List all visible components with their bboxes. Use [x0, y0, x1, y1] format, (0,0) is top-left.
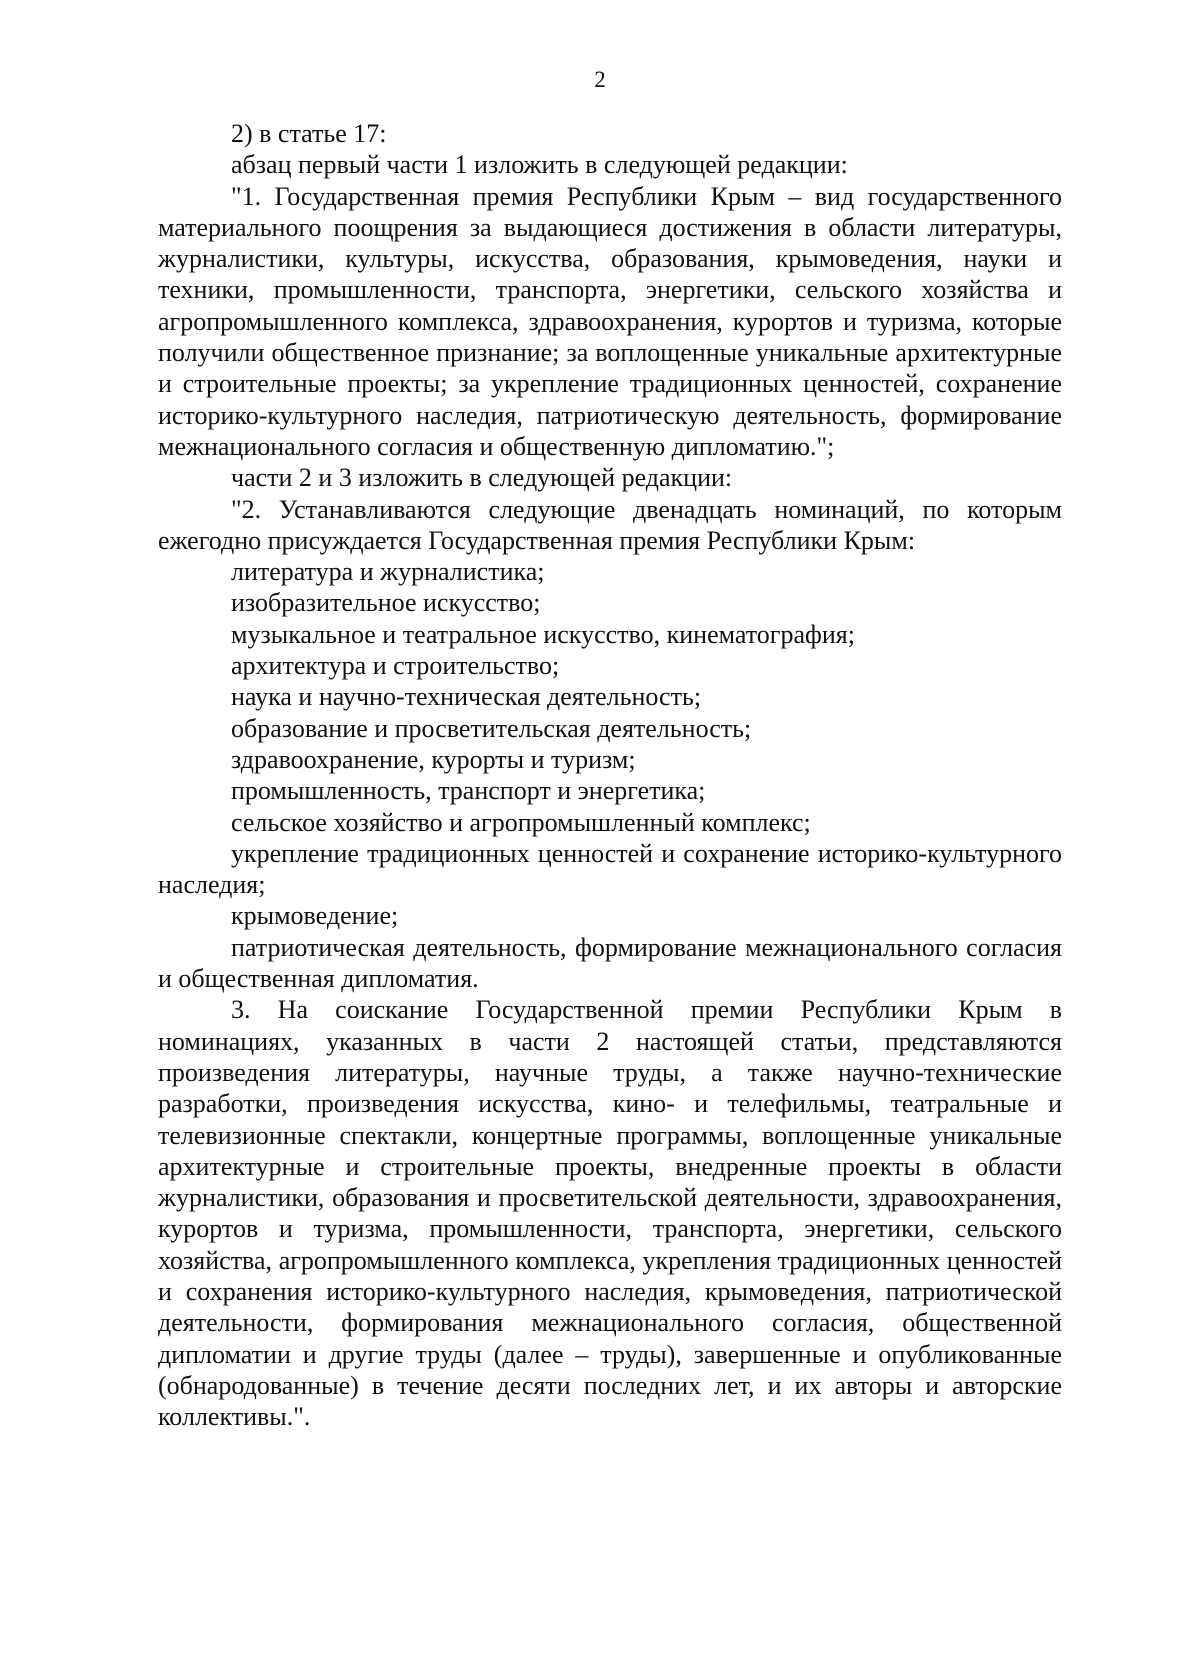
paragraph-part3: 3. На соискание Государственной премии Республики Крым в номинациях, указанных в части 2 настоящей статьи, представляются произведения литературы, научные труды, а также научно-технические разработки, произведения искусства, кино- и телефильмы, театральные и телевизионные спектакли, концертные программы, воплощенные уникальные архитектурные и строительные проекты, внедренные проекты в области журналистики, образования и просветительской деятельности, здравоохранения, курортов и туризма, промышленности, транспорта, энергетики, сельского хозяйства, агропромышленного комплекса, укрепления традиционных ценностей и сохранения историко-культурного наследия, крымоведения, патриотической деятельности, формирования межнационального согласия, общественной дипломатии и другие труды (далее – труды), завершенные и опубликованные (обнародованные) в течение десяти последних лет, и их авторы и авторские коллективы.".: [158, 995, 1062, 1432]
nomination-item: сельское хозяйство и агропромышленный комплекс;: [231, 807, 811, 837]
nomination-item: образование и просветительская деятельность;: [231, 713, 752, 743]
amendment-heading: 2) в статье 17:: [231, 119, 387, 148]
paragraph-part1: "1. Государственная премия Республики Крым – вид государственного материального поощрения за выдающиеся достижения в области литературы, журналистики, культуры, искусства, образования, крымоведения, науки и техники, промышленности, транспорта, энергетики, сельского хозяйства и агропромышленного комплекса, здравоохранения, курортов и туризма, которые получили общественное признание; за воплощенные уникальные архитектурные и строительные проекты; за укрепление традиционных ценностей, сохранение историко-культурного наследия, патриотическую деятельность, формирование межнационального согласия и общественную дипломатию.";: [158, 181, 1062, 461]
nomination-item: изобразительное искусство;: [231, 588, 541, 618]
nomination-item: здравоохранение, курорты и туризм;: [231, 744, 636, 774]
paragraph-part2: "2. Устанавливаются следующие двенадцать номинаций, по которым ежегодно присуждается Государственная премия Республики Крым:: [158, 494, 1062, 555]
nomination-item: промышленность, транспорт и энергетика;: [231, 776, 706, 806]
paragraph-intro-parts-2-3: части 2 и 3 изложить в следующей редакции:: [231, 463, 733, 493]
nomination-item: укрепление традиционных ценностей и сохранение историко-культурного наследия;: [158, 838, 1062, 900]
page-number: 2: [594, 67, 606, 92]
nomination-item: музыкальное и театральное искусство, кинематография;: [231, 619, 855, 649]
nomination-item: архитектура и строительство;: [231, 651, 560, 681]
document-body: [158, 118, 1062, 1432]
nomination-item: крымоведение;: [231, 901, 399, 931]
nomination-item: наука и научно-техническая деятельность;: [231, 682, 702, 712]
paragraph-intro-part1: абзац первый части 1 изложить в следующей редакции:: [231, 150, 848, 180]
nomination-item: литература и журналистика;: [231, 557, 545, 587]
nomination-item: патриотическая деятельность, формирование межнационального согласия и общественная дипломатия.: [158, 932, 1062, 994]
